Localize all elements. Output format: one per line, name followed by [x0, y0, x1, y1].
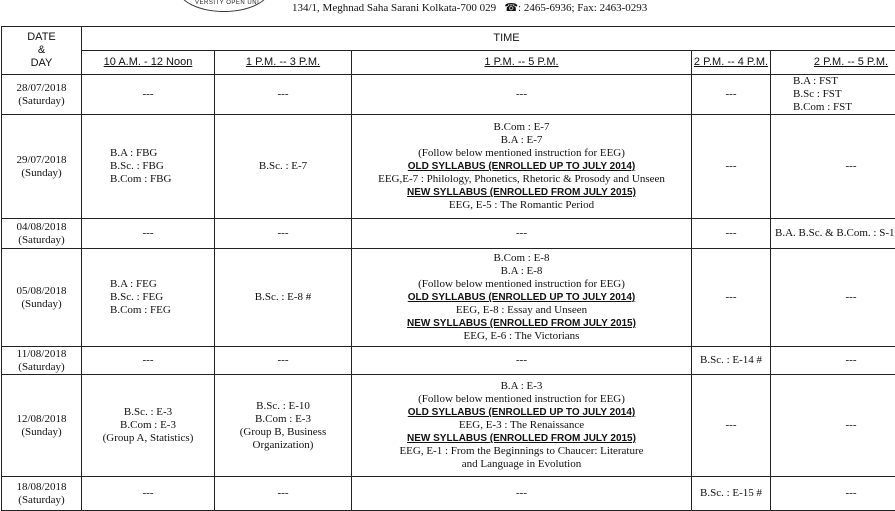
slot-cell: --- — [82, 219, 215, 249]
old-syllabus-heading: OLD SYLLABUS (ENROLLED UP TO JULY 2014) — [352, 160, 691, 173]
address: 134/1, Meghnad Saha Sarani Kolkata-700 029 — [292, 2, 496, 14]
new-syllabus-heading: NEW SYLLABUS (ENROLLED FROM JULY 2015) — [352, 186, 691, 199]
slot-header-5: 2 P.M. -- 5 P.M. — [771, 51, 895, 75]
slot-header-4: 2 P.M. -- 4 P.M. — [692, 51, 771, 75]
slot-cell: B.Sc. : E-15 # — [692, 477, 771, 511]
slot-header-2: 1 P.M. -- 3 P.M. — [215, 51, 352, 75]
new-syllabus-heading: NEW SYLLABUS (ENROLLED FROM JULY 2015) — [352, 317, 691, 330]
slot-cell: --- — [82, 347, 215, 375]
slot-cell: B.A : FST B.Sc : FST B.Com : FST — [771, 75, 895, 115]
slot-cell: --- — [771, 115, 895, 219]
slot-cell: B.Sc. : E-8 # — [215, 249, 352, 347]
slot-cell: --- — [771, 375, 895, 477]
slot-cell: --- — [771, 477, 895, 511]
slot-cell: --- — [215, 347, 352, 375]
slot-cell: --- — [692, 219, 771, 249]
table-row — [2, 219, 895, 249]
table-row — [2, 477, 895, 511]
slot-cell: --- — [215, 219, 352, 249]
slot-cell: --- — [692, 249, 771, 347]
date-cell: 18/08/2018 (Saturday) — [2, 477, 82, 511]
slot-cell: --- — [215, 477, 352, 511]
slot-cell: --- — [215, 75, 352, 115]
slot-header-3: 1 P.M. -- 5 P.M. — [352, 51, 692, 75]
seal-text: VERSITY OPEN UNI — [195, 0, 259, 6]
date-cell: 28/07/2018 (Saturday) — [2, 75, 82, 115]
slot-cell: B.Sc. : E-14 # — [692, 347, 771, 375]
slot-cell: --- — [692, 375, 771, 477]
table-row — [2, 249, 895, 347]
date-day-header: DATE & DAY — [2, 27, 82, 75]
time-header: TIME — [82, 27, 895, 51]
slot-cell: B.Sc. : E-3 B.Com : E-3 (Group A, Statistics) — [82, 375, 215, 477]
old-syllabus-heading: OLD SYLLABUS (ENROLLED UP TO JULY 2014) — [352, 291, 691, 304]
slot-cell: --- — [352, 347, 692, 375]
slot-cell: --- — [692, 115, 771, 219]
exam-schedule-table — [1, 26, 895, 511]
slot-cell: --- — [352, 219, 692, 249]
new-syllabus-heading: NEW SYLLABUS (ENROLLED FROM JULY 2015) — [352, 432, 691, 445]
slot-cell: B.A. B.Sc. & B.Com. : S-1 — [771, 219, 895, 249]
slot-cell: --- — [352, 477, 692, 511]
slot-cell: B.A : FBG B.Sc. : FBG B.Com : FBG — [82, 115, 215, 219]
slot-cell: --- — [82, 75, 215, 115]
date-cell: 04/08/2018 (Saturday) — [2, 219, 82, 249]
table-row — [2, 75, 895, 115]
slot-cell: B.Com : E-8 B.A : E-8 (Follow below mentioned instruction for EEG) OLD SYLLABUS (ENROLLED UP TO JULY 2014) EEG, E-8 : Essay and Unseen NEW SYLLABUS (ENROLLED FROM JULY 2015) EEG, E-6 : The Victorians — [352, 249, 692, 347]
slot-cell: B.A : E-3 (Follow below mentioned instruction for EEG) OLD SYLLABUS (ENROLLED UP TO JULY 2014) EEG, E-3 : The Renaissance NEW SYLLABUS (ENROLLED FROM JULY 2015) EEG, E-1 : From the Beginnings to Chaucer: Literature and Language in Evolution — [352, 375, 692, 477]
date-cell: 11/08/2018 (Saturday) — [2, 347, 82, 375]
table-row — [2, 375, 895, 477]
slot-cell: B.Sc. : E-10 B.Com : E-3 (Group B, Business Organization) — [215, 375, 352, 477]
date-cell: 05/08/2018 (Sunday) — [2, 249, 82, 347]
slot-cell: B.A : FEG B.Sc. : FEG B.Com : FEG — [82, 249, 215, 347]
phone-icon: ☎ — [504, 2, 518, 14]
slot-cell: B.Sc. : E-7 — [215, 115, 352, 219]
table-row — [2, 347, 895, 375]
date-cell: 29/07/2018 (Sunday) — [2, 115, 82, 219]
slot-header-1: 10 A.M. - 12 Noon — [82, 51, 215, 75]
slot-cell: --- — [352, 75, 692, 115]
table-row — [2, 115, 895, 219]
date-cell: 12/08/2018 (Sunday) — [2, 375, 82, 477]
slot-cell: --- — [692, 75, 771, 115]
address-line — [292, 1, 647, 14]
slot-cell: B.Com : E-7 B.A : E-7 (Follow below mentioned instruction for EEG) OLD SYLLABUS (ENROLLED UP TO JULY 2014) EEG,E-7 : Philology, Phonetics, Rhetoric & Prosody and Unseen NEW SYLLABUS (ENROLLED FROM JULY 2015) EEG, E-5 : The Romantic Period — [352, 115, 692, 219]
letterhead — [0, 0, 895, 20]
old-syllabus-heading: OLD SYLLABUS (ENROLLED UP TO JULY 2014) — [352, 406, 691, 419]
slot-cell: --- — [82, 477, 215, 511]
slot-cell: --- — [771, 249, 895, 347]
slot-cell: --- — [771, 347, 895, 375]
contact-numbers: : 2465-6936; Fax: 2463-0293 — [518, 2, 647, 14]
